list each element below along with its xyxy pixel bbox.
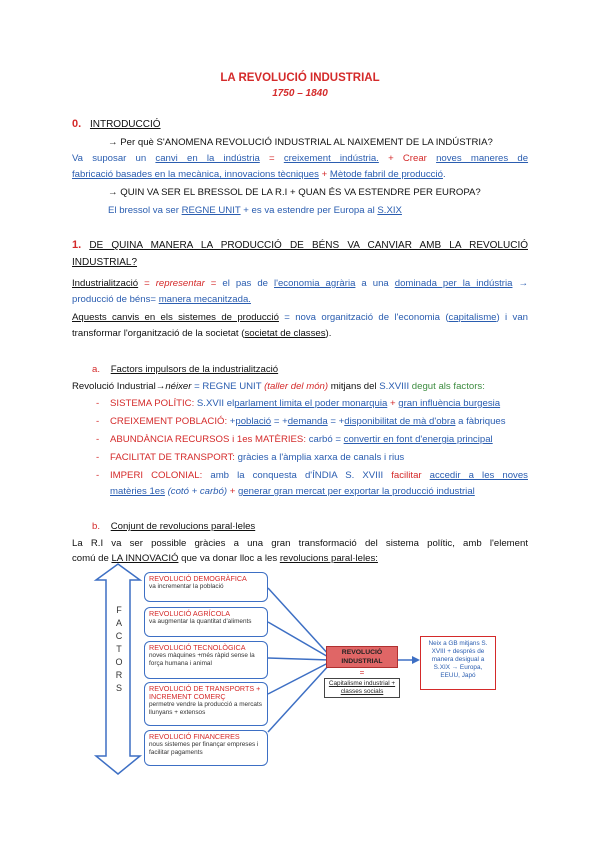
intro-title: INTRODUCCIÓ [89,119,161,130]
industrialitzacio-line-1: Industrialització = representar = el pas de l'economia agrària a una dominada per la indústria → [72,278,529,289]
center-equals: = [359,668,365,677]
sub-a-heading: a. Factors impulsors de la industrialització [92,364,279,375]
intro-heading [72,118,161,130]
sub-a-intro: Revolució Industrial→néixer = REGNE UNIT (taller del món) mitjans del S.XVIII degut als factors: [72,381,485,392]
diagram-connectors [0,560,600,780]
box-revolucio-tecnologica: REVOLUCIÓ TECNOLÒGICA noves màquines +més ràpid sense la força humana i animal [144,641,268,679]
intro-answer-2: El bressol va ser REGNE UNIT + es va estendre per Europa al S.XIX [108,205,402,216]
section1-heading-line-2: INDUSTRIAL? [72,257,138,268]
intro-question-1: → Per què S'ANOMENA REVOLUCIÓ INDUSTRIAL AL NAIXEMENT DE LA INDÚSTRIA? [108,137,493,148]
industrialitzacio-line-2: producció de béns= manera mecanitzada. [72,294,251,305]
intro-answer-1-line-2: fabricació basades en la mecànica, innovacions tècniques + Mètode fabril de producció. [72,169,446,180]
center-capitalisme: Capitalisme industrial + classes socials [324,678,400,698]
canvis-line-1: Aquests canvis en els sistemes de producció = nova organització de l'economia (capitalisme) i van [72,312,528,323]
intro-answer-1-line-1: Va suposar un canvi en la indústria = creixement indústria. + Crear noves maneres de [72,153,529,164]
document-years: 1750 – 1840 [272,88,328,99]
box-revolucio-financeres: REVOLUCIÓ FINANCERES nous sistemes per finançar empreses i facilitar pagaments [144,730,268,766]
center-revolucio-industrial: REVOLUCIÓ INDUSTRIAL [326,646,398,668]
right-note-box: Neix a GB mitjans S. XVIII + després de manera desigual a S.XIX → Europa, EEUU, Japó [420,636,496,690]
section1-heading-line-1: 1. DE QUINA MANERA LA PRODUCCIÓ DE BÉNS VA CANVIAR AMB LA REVOLUCIÓ [72,239,528,251]
revolutions-diagram [0,560,600,780]
box-revolucio-transports: REVOLUCIÓ DE TRANSPORTS + INCREMENT COMERÇ permetre vendre la producció a mercats llunyans + extensos [144,682,268,726]
sub-b-paragraph-line-1: La R.I va ser possible gràcies a una gran transformació del sistema polític, amb l'element [72,538,528,549]
intro-number: 0. [72,118,82,130]
canvis-line-2: transformar l'organització de la societat (societat de classes). [72,328,332,339]
factors-vertical-label: F A C T O R S [115,605,123,693]
intro-question-2: → QUIN VA SER EL BRESSOL DE LA R.I + QUAN ÉS VA ESTENDRE PER EUROPA? [108,187,481,198]
box-revolucio-agricola: REVOLUCIÓ AGRÍCOLA va augmentar la quantitat d'aliments [144,607,268,637]
sub-b-paragraph-line-2: comú de LA INNOVACIÓ que va donar lloc a les revolucions paral·leles: [72,553,378,564]
box-revolucio-demografica: REVOLUCIÓ DEMOGRÀFICA va incrementar la població [144,572,268,602]
document-title: LA REVOLUCIÓ INDUSTRIAL [220,72,380,84]
sub-b-heading: b. Conjunt de revolucions paral·leles [92,521,256,532]
